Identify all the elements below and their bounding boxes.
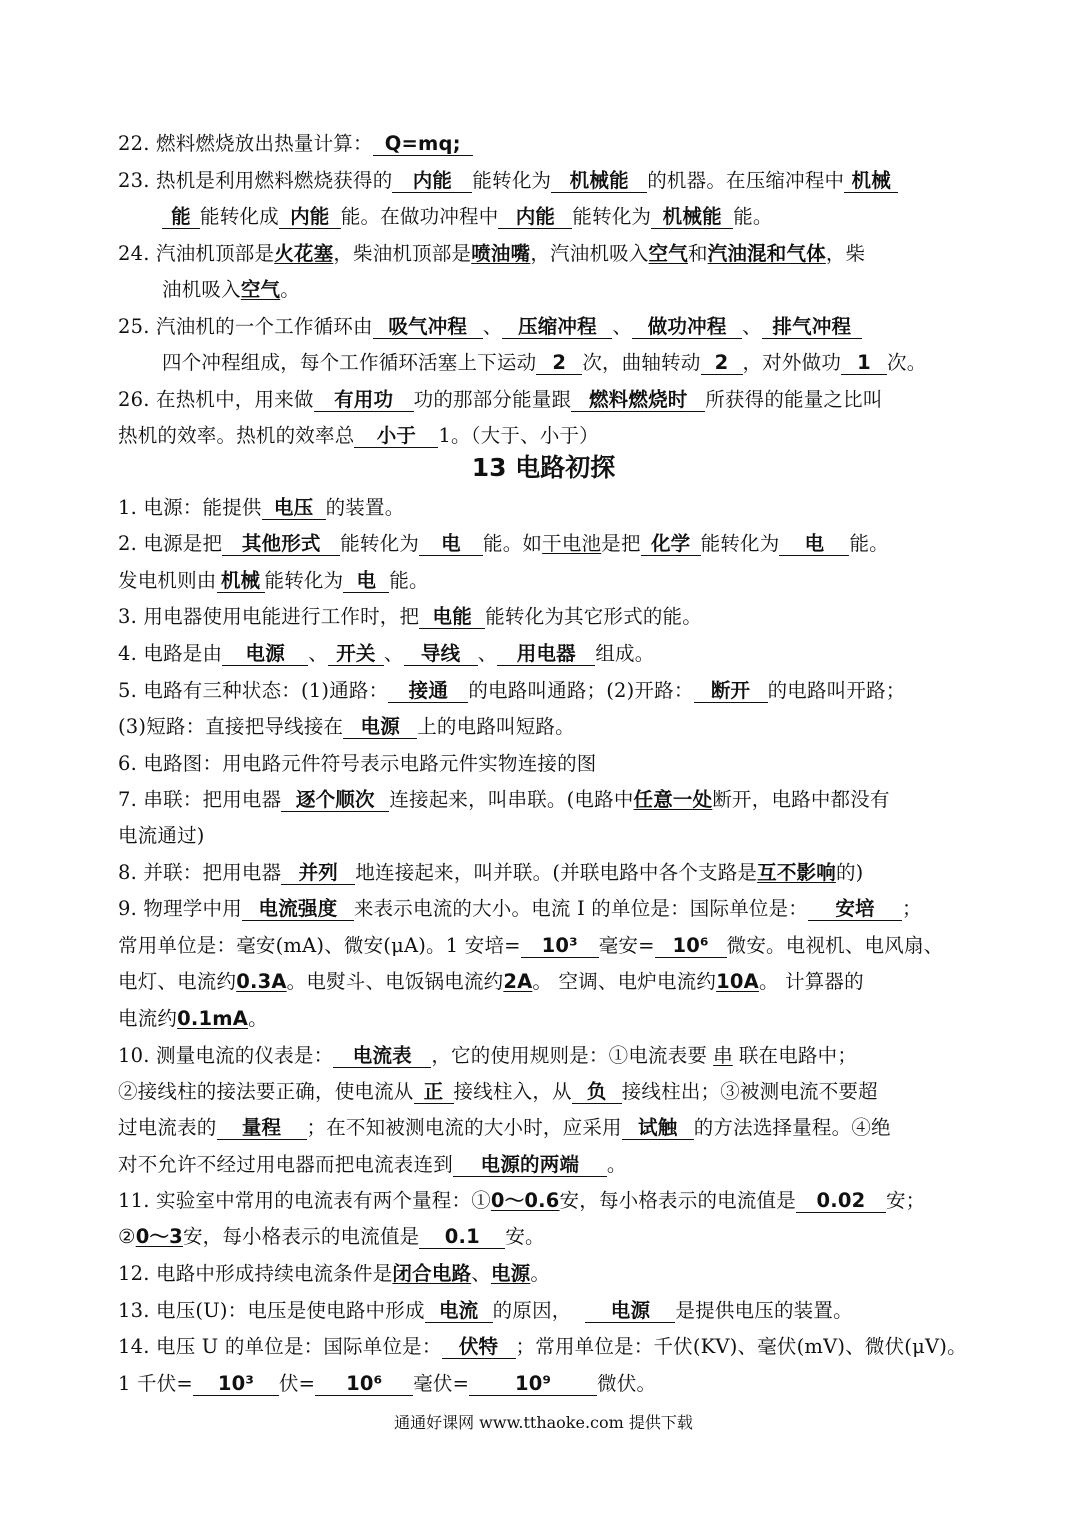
answer: 串: [713, 1044, 733, 1067]
answer-blank: 接通: [388, 680, 468, 703]
text: 电流约: [118, 1007, 178, 1030]
text: 8. 并联：把用电器: [118, 861, 282, 884]
answer-blank: 伏特: [442, 1336, 516, 1359]
text: ，对外做功: [742, 351, 842, 374]
text: 1 千伏=: [118, 1372, 193, 1395]
text: 电灯、电流约: [118, 970, 237, 993]
answer-blank: 压缩冲程: [502, 316, 612, 339]
text: 能。: [733, 205, 773, 228]
text: 、: [471, 1262, 491, 1285]
answer-blank: 10³: [193, 1373, 279, 1396]
item-9-cont-2: [118, 966, 864, 994]
text: 伏=: [278, 1372, 316, 1395]
text: 常用单位是：毫安(mA)、微安(μA)。1 安培=: [118, 934, 521, 957]
item-25-cont: [162, 347, 926, 375]
answer-blank: 负: [572, 1081, 622, 1104]
text: 、: [308, 642, 328, 665]
item-10-cont-1: [118, 1076, 878, 1104]
text: 。: [606, 1153, 627, 1176]
text: 。 空调、电炉电流约: [532, 970, 717, 993]
answer-blank: 电源: [222, 643, 308, 666]
answer-blank: 化学: [641, 533, 701, 556]
text: 能。: [849, 532, 889, 555]
text: 5. 电路有三种状态：(1)通路：: [118, 679, 389, 702]
item-2: [118, 528, 889, 556]
text: 10. 测量电流的仪表是：: [118, 1044, 334, 1067]
text: 联在电路中；: [738, 1044, 858, 1067]
text: 发电机则由: [118, 569, 217, 592]
text: 、: [477, 642, 498, 665]
text: 、: [482, 315, 503, 338]
item-24-cont: [162, 274, 300, 302]
answer: 汽油混和气体: [707, 242, 826, 265]
item-12: [118, 1258, 550, 1286]
answer-blank: 并列: [281, 862, 355, 885]
answer-blank: 电压: [262, 497, 326, 520]
item-9-cont-1: [118, 930, 943, 958]
text: 的电路叫通路；(2)开路：: [468, 679, 694, 702]
answer-blank: 机械能: [651, 206, 733, 229]
text: 能转化为: [340, 532, 420, 555]
answer-blank: 电: [343, 570, 389, 593]
text: 、: [742, 315, 762, 338]
text: 的装置。: [325, 496, 405, 519]
text: 是提供电压的装置。: [675, 1299, 853, 1322]
answer: 任意一处: [633, 788, 713, 811]
text: 安；: [885, 1189, 926, 1212]
item-26: [118, 384, 883, 412]
item-24: [118, 238, 865, 266]
item-26-cont: [118, 420, 599, 448]
text: 的机器。在压缩冲程中: [647, 169, 845, 192]
text: ②接线柱的接法要正确，使电流从: [118, 1080, 414, 1103]
item-23: [118, 165, 898, 193]
text: 、: [383, 642, 404, 665]
page-footer: 通通好课网 www.tthaoke.com 提供下载: [394, 1413, 693, 1432]
text: ②: [118, 1225, 136, 1248]
text: 23. 热机是利用燃料燃烧获得的: [118, 169, 393, 192]
text: 断开，电路中都没有: [712, 788, 890, 811]
answer-blank: 10⁹: [469, 1373, 597, 1396]
text: 能转化为其它形式的能。: [485, 605, 702, 628]
text: 能。在做功冲程中: [340, 205, 499, 228]
answer-blank: 1: [841, 352, 887, 375]
text: 。电熨斗、电饭锅电流约: [286, 970, 504, 993]
item-11-cont: [118, 1221, 545, 1249]
text: 过电流表的: [118, 1116, 217, 1139]
answer-blank: 开关: [328, 643, 384, 666]
text: 能转化为: [472, 169, 552, 192]
text: 能转化成: [200, 205, 279, 228]
item-10: [118, 1040, 857, 1068]
text: 能转化为: [264, 569, 344, 592]
text: 油机吸入: [162, 278, 241, 301]
answer-blank: 电能: [419, 606, 485, 629]
text: 连接起来，叫串联。(电路中: [389, 788, 634, 811]
text: 接线柱出；③被测电流不要超: [621, 1080, 878, 1103]
item-9-cont-3: [118, 1003, 268, 1031]
item-5-cont: [118, 711, 575, 739]
answer: 互不影响: [757, 861, 836, 884]
text: 13. 电压(U)：电压是使电路中形成: [118, 1299, 425, 1322]
answer-blank: 导线: [404, 643, 478, 666]
text: 14. 电压 U 的单位是：国际单位是：: [118, 1335, 442, 1358]
text: 安。: [505, 1225, 545, 1248]
text: 对不允许不经过用电器而把电流表连到: [118, 1153, 453, 1176]
answer: 闭合电路: [392, 1262, 472, 1285]
text: 毫伏=: [413, 1372, 470, 1395]
text: 地连接起来，叫并联。(并联电路中各个支路是: [355, 861, 758, 884]
text: 的方法选择量程。④绝: [693, 1116, 891, 1139]
answer-blank: 电源: [585, 1300, 675, 1323]
text: 组成。: [595, 642, 655, 665]
answer-blank: 机械能: [551, 170, 647, 193]
text: 来表示电流的大小。电流 I 的单位是：国际单位是：: [353, 897, 809, 920]
answer-blank: Q=mq;: [373, 133, 473, 156]
item-10-cont-2: [118, 1112, 891, 1140]
answer: 0.3A: [236, 970, 287, 993]
item-14-cont: [118, 1368, 656, 1396]
text: 12. 电路中形成持续电流条件是: [118, 1262, 393, 1285]
text: 四个冲程组成，每个工作循环活塞上下运动: [162, 351, 537, 374]
answer-blank: 机械: [844, 170, 898, 193]
text: 的电路叫开路；: [767, 679, 906, 702]
answer-blank: 电流: [425, 1300, 493, 1323]
answer-blank: 内能: [498, 206, 572, 229]
answer: 喷油嘴: [471, 242, 531, 265]
answer-blank: 其他形式: [222, 533, 340, 556]
answer-blank: 10⁶: [655, 935, 727, 958]
answer-blank: 2: [701, 352, 743, 375]
text: 。 计算器的: [758, 970, 864, 993]
answer-blank: 试触: [622, 1117, 694, 1140]
text: 能转化为: [572, 205, 652, 228]
text: 能转化为: [700, 532, 780, 555]
text: 和: [687, 242, 708, 265]
text: 上的电路叫短路。: [417, 715, 575, 738]
item-8: [118, 857, 863, 885]
item-4: [118, 638, 654, 666]
answer-blank: 电流强度: [242, 898, 354, 921]
text: 微伏。: [597, 1372, 657, 1395]
item-5: [118, 675, 905, 703]
answer-blank: 断开: [694, 680, 768, 703]
text: 1. 电源：能提供: [118, 496, 262, 519]
text: 干电池: [542, 532, 602, 555]
answer-blank: 电源的两端: [453, 1154, 607, 1177]
text: 2. 电源是把: [118, 532, 223, 555]
text: ，它的使用规则是：①电流表要: [431, 1044, 708, 1067]
answer-blank: 机械: [217, 570, 265, 593]
answer-blank: 电流表: [333, 1045, 431, 1068]
answer: 空气: [240, 278, 281, 301]
answer-blank: 电源: [343, 716, 417, 739]
item-25: [118, 311, 862, 339]
item-3: [118, 601, 702, 629]
text: 热机的效率。热机的效率总: [118, 424, 355, 447]
answer-blank: 吸气冲程: [373, 316, 483, 339]
text: ，柴: [825, 242, 866, 265]
text: ；常用单位是：千伏(KV)、毫伏(mV)、微伏(μV)。: [515, 1335, 967, 1358]
answer-blank: 电: [419, 533, 483, 556]
item-2-cont: [118, 565, 429, 593]
text: 4. 电路是由: [118, 642, 223, 665]
text: 能。: [389, 569, 429, 592]
answer-blank: 用电器: [497, 643, 595, 666]
answer: 10A: [716, 970, 759, 993]
item-7-cont: 电流通过): [118, 824, 205, 847]
text: 3. 用电器使用电能进行工作时，把: [118, 605, 420, 628]
text: 9. 物理学中用: [118, 897, 242, 920]
answer: 0.1mA: [177, 1007, 249, 1030]
text: 毫安=: [598, 934, 655, 957]
text: ；: [902, 897, 922, 920]
text: 。: [248, 1007, 268, 1030]
item-9: [118, 893, 922, 921]
answer: 电源: [490, 1262, 531, 1285]
text: 。: [280, 278, 300, 301]
text: 功的那部分能量跟: [413, 388, 572, 411]
answer-blank: 能: [162, 206, 200, 229]
item-6: 6. 电路图：用电路元件符号表示电路元件实物连接的图: [118, 752, 597, 775]
text: 接线柱入，从: [453, 1080, 572, 1103]
answer: 0～3: [135, 1225, 183, 1248]
section-heading: 13 电路初探: [471, 453, 616, 482]
answer-blank: 排气冲程: [762, 316, 862, 339]
answer-blank: 做功冲程: [632, 316, 742, 339]
answer-blank: 电: [779, 533, 849, 556]
item-13: [118, 1295, 853, 1323]
answer-blank: 正: [414, 1081, 454, 1104]
text: 的): [835, 861, 864, 884]
text: 所获得的能量之比叫: [705, 388, 883, 411]
answer-blank: 10⁶: [315, 1373, 413, 1396]
answer-blank: 2: [536, 352, 582, 375]
answer-blank: 燃料燃烧时: [571, 389, 705, 412]
answer: 空气: [648, 242, 688, 265]
text: 24. 汽油机顶部是: [118, 242, 275, 265]
answer-blank: 有用功: [314, 389, 414, 412]
text: 7. 串联：把用电器: [118, 788, 282, 811]
answer: 火花塞: [274, 242, 334, 265]
text: 次，曲轴转动: [582, 351, 701, 374]
text: 微安。电视机、电风扇、: [726, 934, 944, 957]
text: 是把: [601, 532, 641, 555]
answer-blank: 0.1: [419, 1226, 505, 1249]
answer: 2A: [503, 970, 533, 993]
text: 25. 汽油机的一个工作循环由: [118, 315, 373, 338]
text: 安，每小格表示的电流值是: [182, 1225, 420, 1248]
text: 22. 燃料燃烧放出热量计算：: [118, 132, 373, 155]
answer-blank: 内能: [392, 170, 472, 193]
text: ；在不知被测电流的大小时，应采用: [306, 1116, 622, 1139]
answer-blank: 逐个顺次: [281, 789, 389, 812]
answer: 0～0.6: [490, 1189, 560, 1212]
text: ，柴油机顶部是: [333, 242, 472, 265]
text: 能。如: [483, 532, 543, 555]
text: 安，每小格表示的电流值是: [559, 1189, 796, 1212]
item-11: [118, 1185, 925, 1213]
item-23-cont: [162, 201, 773, 229]
text: 、: [612, 315, 633, 338]
answer-blank: 0.02: [796, 1190, 886, 1213]
text: 11. 实验室中常用的电流表有两个量程：①: [118, 1189, 491, 1212]
text: 次。: [887, 351, 927, 374]
item-22: [118, 128, 473, 156]
text: (3)短路：直接把导线接在: [118, 715, 344, 738]
text: 1。（大于、小于）: [438, 424, 599, 447]
answer-blank: 内能: [279, 206, 341, 229]
item-7: [118, 784, 890, 812]
answer-blank: 10³: [521, 935, 599, 958]
answer-blank: 量程: [217, 1117, 307, 1140]
item-14: [118, 1331, 967, 1359]
item-10-cont-3: [118, 1149, 627, 1177]
text: 的原因，: [492, 1299, 572, 1322]
answer-blank: 小于: [354, 425, 438, 448]
text: 26. 在热机中，用来做: [118, 388, 314, 411]
answer-blank: 安培: [808, 898, 902, 921]
text: ，汽油机吸入: [530, 242, 649, 265]
text: 。: [530, 1262, 551, 1285]
item-1: [118, 492, 404, 520]
